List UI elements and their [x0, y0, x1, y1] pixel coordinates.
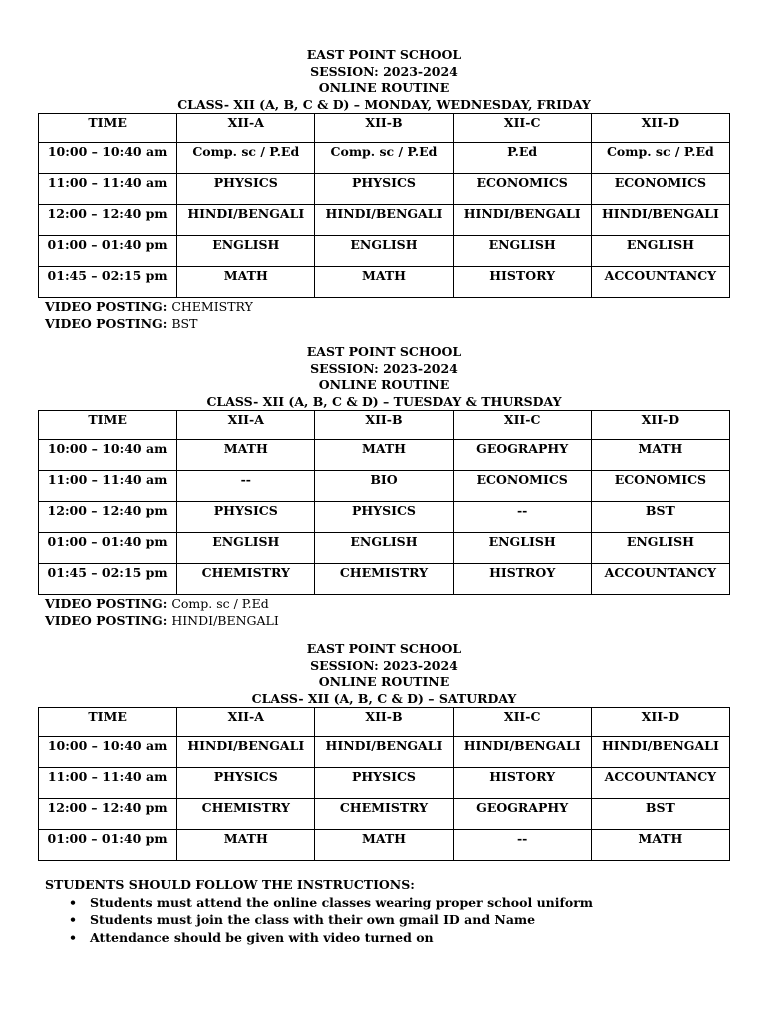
time-cell: 11:00 – 11:40 am: [39, 768, 177, 799]
column-header: XII-C: [453, 708, 591, 737]
video-posting-line: [45, 595, 730, 612]
routine-table: [38, 410, 730, 595]
routine-block: [38, 344, 730, 629]
instruction-item: [45, 911, 593, 929]
subject-cell: HISTORY: [453, 768, 591, 799]
instructions-title: STUDENTS SHOULD FOLLOW THE INSTRUCTIONS:: [45, 877, 415, 892]
video-posting-label: VIDEO POSTING:: [45, 299, 168, 314]
table-header-row: [39, 114, 730, 143]
routine-heading: [38, 47, 730, 113]
subject-cell: HINDI/BENGALI: [453, 205, 591, 236]
table-row: [39, 533, 730, 564]
column-header: XII-B: [315, 411, 453, 440]
table-row: [39, 471, 730, 502]
subject-cell: CHEMISTRY: [315, 564, 453, 595]
column-header: XII-C: [453, 411, 591, 440]
time-cell: 12:00 – 12:40 pm: [39, 205, 177, 236]
subject-cell: ECONOMICS: [453, 174, 591, 205]
column-header: XII-D: [591, 411, 729, 440]
subject-cell: BIO: [315, 471, 453, 502]
column-header: TIME: [39, 708, 177, 737]
subject-cell: PHYSICS: [177, 768, 315, 799]
instruction-text: Students must join the class with their own gmail ID and Name: [90, 912, 536, 927]
time-cell: 11:00 – 11:40 am: [39, 471, 177, 502]
time-cell: 01:00 – 01:40 pm: [39, 830, 177, 861]
heading-line: CLASS- XII (A, B, C & D) – MONDAY, WEDNESDAY, FRIDAY: [177, 96, 591, 112]
heading-line: SESSION: 2023-2024: [310, 63, 458, 79]
heading-line: ONLINE ROUTINE: [318, 80, 450, 95]
subject-cell: MATH: [315, 267, 453, 298]
subject-cell: HINDI/BENGALI: [315, 205, 453, 236]
time-cell: 01:45 – 02:15 pm: [39, 564, 177, 595]
heading-line: EAST POINT SCHOOL: [306, 47, 462, 62]
time-cell: 01:45 – 02:15 pm: [39, 267, 177, 298]
time-cell: 10:00 – 10:40 am: [39, 737, 177, 768]
video-posting-line: [45, 298, 730, 315]
routine-block: [38, 641, 730, 861]
table-row: [39, 799, 730, 830]
heading-line: EAST POINT SCHOOL: [306, 641, 462, 656]
subject-cell: Comp. sc / P.Ed: [315, 143, 453, 174]
video-posting-value: Comp. sc / P.Ed: [171, 596, 269, 611]
subject-cell: HINDI/BENGALI: [591, 737, 729, 768]
time-cell: 10:00 – 10:40 am: [39, 143, 177, 174]
subject-cell: ACCOUNTANCY: [591, 768, 729, 799]
subject-cell: BST: [591, 799, 729, 830]
table-row: [39, 737, 730, 768]
subject-cell: CHEMISTRY: [177, 799, 315, 830]
column-header: XII-C: [453, 114, 591, 143]
time-cell: 12:00 – 12:40 pm: [39, 502, 177, 533]
subject-cell: ENGLISH: [591, 533, 729, 564]
video-posting-value: CHEMISTRY: [171, 299, 253, 314]
bullet-icon: •: [69, 912, 77, 927]
time-cell: 12:00 – 12:40 pm: [39, 799, 177, 830]
heading-line: CLASS- XII (A, B, C & D) – TUESDAY & THURSDAY: [206, 393, 562, 409]
subject-cell: GEOGRAPHY: [453, 440, 591, 471]
heading-line: EAST POINT SCHOOL: [306, 344, 462, 359]
subject-cell: ENGLISH: [315, 533, 453, 564]
instructions-list: [45, 894, 593, 947]
subject-cell: ACCOUNTANCY: [591, 564, 729, 595]
subject-cell: MATH: [591, 440, 729, 471]
subject-cell: --: [453, 502, 591, 533]
table-row: [39, 143, 730, 174]
table-row: [39, 205, 730, 236]
subject-cell: ENGLISH: [315, 236, 453, 267]
heading-line: SESSION: 2023-2024: [310, 657, 458, 673]
column-header: XII-B: [315, 114, 453, 143]
subject-cell: HINDI/BENGALI: [453, 737, 591, 768]
heading-line: SESSION: 2023-2024: [310, 360, 458, 376]
routine-table: [38, 707, 730, 861]
routine-table: [38, 113, 730, 298]
subject-cell: PHYSICS: [177, 174, 315, 205]
column-header: TIME: [39, 114, 177, 143]
subject-cell: ENGLISH: [591, 236, 729, 267]
time-cell: 01:00 – 01:40 pm: [39, 533, 177, 564]
subject-cell: P.Ed: [453, 143, 591, 174]
subject-cell: MATH: [315, 830, 453, 861]
subject-cell: ECONOMICS: [591, 471, 729, 502]
heading-line: ONLINE ROUTINE: [318, 674, 450, 689]
time-cell: 11:00 – 11:40 am: [39, 174, 177, 205]
bullet-icon: •: [69, 929, 77, 945]
subject-cell: ECONOMICS: [591, 174, 729, 205]
subject-cell: ECONOMICS: [453, 471, 591, 502]
routine-block: [38, 47, 730, 332]
subject-cell: --: [177, 471, 315, 502]
column-header: XII-D: [591, 708, 729, 737]
routine-heading: [38, 641, 730, 707]
instructions: [45, 876, 593, 946]
subject-cell: ENGLISH: [453, 236, 591, 267]
subject-cell: ENGLISH: [453, 533, 591, 564]
column-header: XII-A: [177, 708, 315, 737]
subject-cell: BST: [591, 502, 729, 533]
column-header: XII-A: [177, 114, 315, 143]
subject-cell: ENGLISH: [177, 533, 315, 564]
table-header-row: [39, 411, 730, 440]
column-header: XII-D: [591, 114, 729, 143]
subject-cell: MATH: [591, 830, 729, 861]
bullet-icon: •: [69, 894, 77, 910]
subject-cell: CHEMISTRY: [177, 564, 315, 595]
table-row: [39, 236, 730, 267]
column-header: XII-B: [315, 708, 453, 737]
video-posting-label: VIDEO POSTING:: [45, 316, 168, 331]
heading-line: CLASS- XII (A, B, C & D) – SATURDAY: [251, 690, 517, 706]
video-posting-value: BST: [171, 316, 198, 331]
subject-cell: PHYSICS: [177, 502, 315, 533]
time-cell: 01:00 – 01:40 pm: [39, 236, 177, 267]
subject-cell: CHEMISTRY: [315, 799, 453, 830]
time-cell: 10:00 – 10:40 am: [39, 440, 177, 471]
video-posting-line: [45, 612, 730, 629]
subject-cell: MATH: [177, 267, 315, 298]
subject-cell: Comp. sc / P.Ed: [591, 143, 729, 174]
video-posting-label: VIDEO POSTING:: [45, 613, 168, 628]
subject-cell: Comp. sc / P.Ed: [177, 143, 315, 174]
subject-cell: PHYSICS: [315, 768, 453, 799]
subject-cell: HISTROY: [453, 564, 591, 595]
column-header: TIME: [39, 411, 177, 440]
subject-cell: HINDI/BENGALI: [177, 205, 315, 236]
column-header: XII-A: [177, 411, 315, 440]
video-posting-value: HINDI/BENGALI: [171, 613, 279, 628]
instruction-text: Students must attend the online classes wearing proper school uniform: [90, 894, 594, 910]
table-header-row: [39, 708, 730, 737]
subject-cell: MATH: [315, 440, 453, 471]
subject-cell: HISTORY: [453, 267, 591, 298]
subject-cell: HINDI/BENGALI: [315, 737, 453, 768]
routine-heading: [38, 344, 730, 410]
subject-cell: MATH: [177, 830, 315, 861]
subject-cell: ACCOUNTANCY: [591, 267, 729, 298]
subject-cell: HINDI/BENGALI: [177, 737, 315, 768]
table-row: [39, 768, 730, 799]
subject-cell: PHYSICS: [315, 174, 453, 205]
table-row: [39, 267, 730, 298]
subject-cell: MATH: [177, 440, 315, 471]
instruction-item: [45, 929, 593, 947]
subject-cell: --: [453, 830, 591, 861]
subject-cell: GEOGRAPHY: [453, 799, 591, 830]
heading-line: ONLINE ROUTINE: [318, 377, 450, 392]
subject-cell: PHYSICS: [315, 502, 453, 533]
table-row: [39, 502, 730, 533]
subject-cell: HINDI/BENGALI: [591, 205, 729, 236]
video-posting-label: VIDEO POSTING:: [45, 596, 168, 611]
table-row: [39, 564, 730, 595]
subject-cell: ENGLISH: [177, 236, 315, 267]
instruction-text: Attendance should be given with video turned on: [90, 929, 434, 945]
instruction-item: [45, 894, 593, 912]
video-posting-line: [45, 315, 730, 332]
table-row: [39, 440, 730, 471]
table-row: [39, 830, 730, 861]
table-row: [39, 174, 730, 205]
